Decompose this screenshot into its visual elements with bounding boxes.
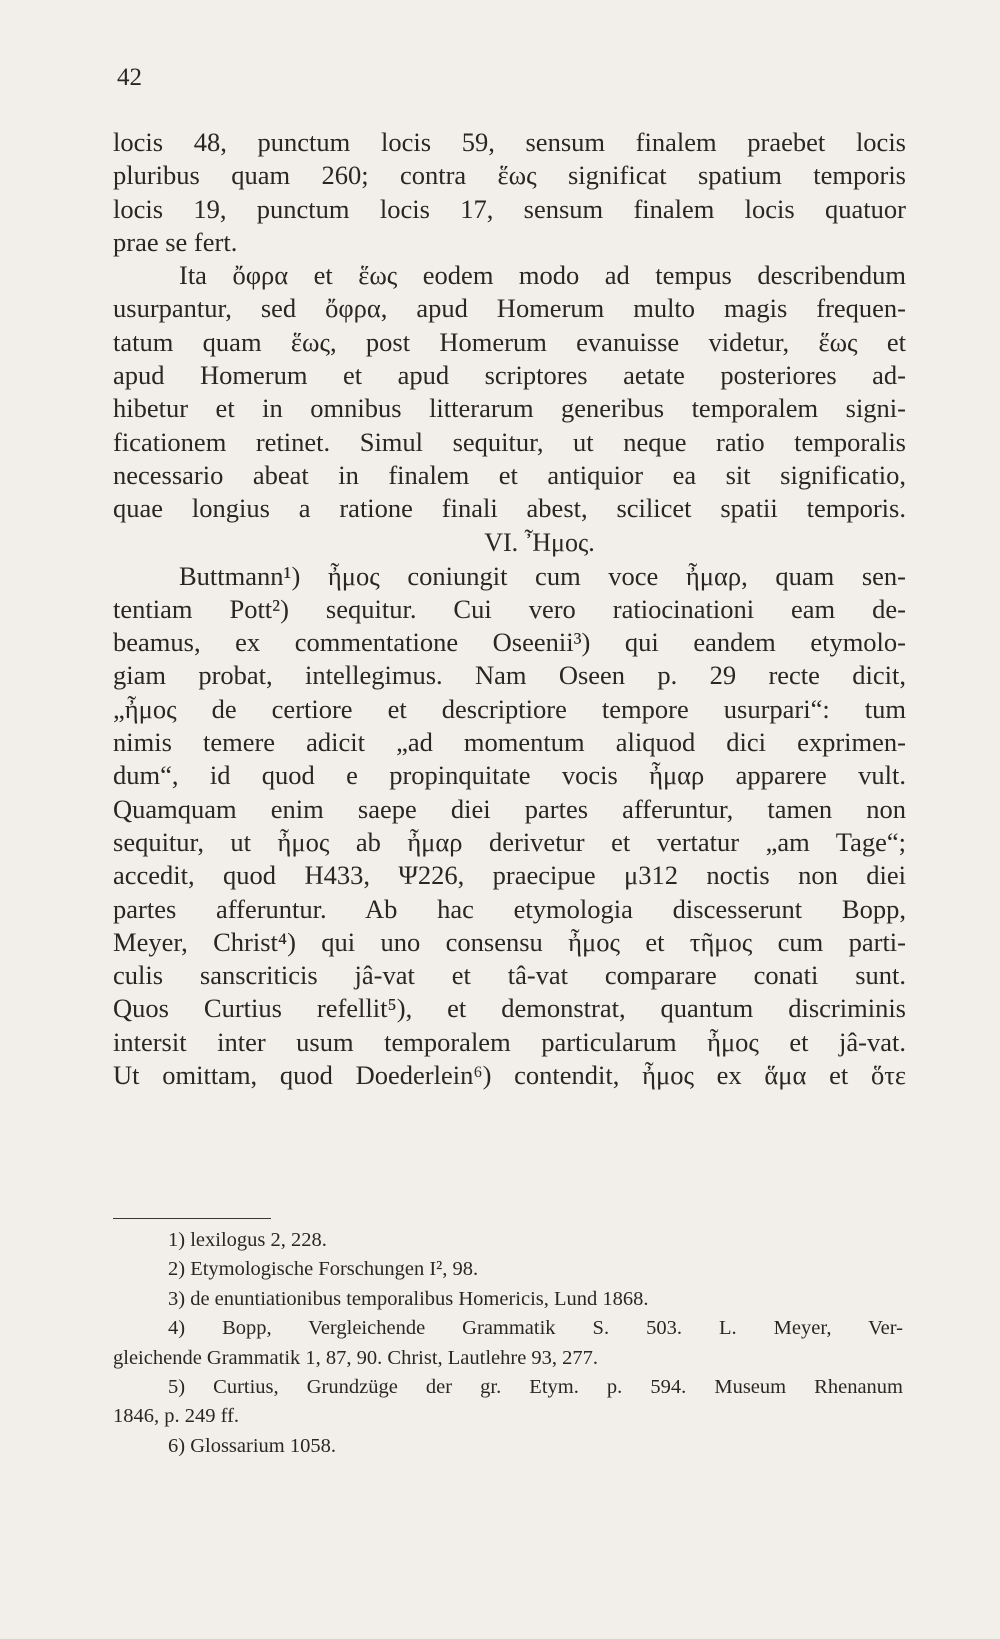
footnote-line: 5) Curtius, Grundzüge der gr. Etym. p. 594. Museum Rhenanum: [168, 1375, 903, 1398]
footnote-line: 4) Bopp, Vergleichende Grammatik S. 503. L. Meyer, Ver-: [168, 1317, 903, 1340]
text-line: Quamquam enim saepe diei partes afferuntur, tamen non: [113, 793, 906, 824]
text-line: hibetur et in omnibus litterarum generibus temporalem signi-: [113, 393, 906, 424]
text-line: intersit inter usum temporalem particularum ἦμος et jâ-vat.: [113, 1026, 906, 1057]
footnotes: [113, 1226, 903, 1461]
main-text: [113, 126, 906, 1092]
footnote-line: 6) Glossarium 1058.: [168, 1434, 336, 1457]
text-line: partes afferuntur. Ab hac etymologia discesserunt Bopp,: [113, 893, 906, 924]
text-line: Quos Curtius refellit⁵), et demonstrat, quantum discriminis: [113, 993, 906, 1024]
text-line: locis 19, punctum locis 17, sensum finalem locis quatuor: [113, 193, 906, 224]
text-line: nimis temere adicit „ad momentum aliquod dici exprimen-: [113, 727, 906, 758]
text-line: usurpantur, sed ὄφρα, apud Homerum multo magis frequen-: [113, 293, 906, 324]
text-line: Ita ὄφρα et ἕως eodem modo ad tempus describendum: [179, 260, 906, 291]
text-line: sequitur, ut ἦμος ab ἦμαρ derivetur et vertatur „am Tage“;: [113, 826, 906, 857]
text-line: culis sanscriticis jâ-vat et tâ-vat comparare conati sunt.: [113, 960, 906, 991]
text-line: Meyer, Christ⁴) qui uno consensu ἦμος et τῆμος cum parti-: [113, 926, 906, 957]
footnote-line: 1) lexilogus 2, 228.: [168, 1229, 327, 1251]
footnote-line: 3) de enuntiationibus temporalibus Homericis, Lund 1868.: [168, 1287, 649, 1310]
text-line: quae longius a ratione finali abest, scilicet spatii temporis.: [113, 493, 906, 524]
section-heading: VI. Ἦμος.: [484, 527, 595, 557]
text-line: tatum quam ἕως, post Homerum evanuisse videtur, ἕως et: [113, 326, 906, 357]
text-line: Buttmann¹) ἦμος coniungit cum voce ἦμαρ, quam sen-: [179, 560, 906, 591]
footnote-line: 1846, p. 249 ff.: [113, 1405, 240, 1428]
text-line: giam probat, intellegimus. Nam Oseen p. 29 recte dicit,: [113, 660, 906, 691]
text-line: Ut omittam, quod Doederlein⁶) contendit, ἦμος ex ἅμα et ὅτε: [113, 1060, 906, 1091]
page-number: 42: [117, 64, 142, 91]
text-line: apud Homerum et apud scriptores aetate posteriores ad-: [113, 360, 906, 391]
footnote-divider: [113, 1218, 271, 1219]
text-line: pluribus quam 260; contra ἕως significat spatium temporis: [113, 160, 906, 191]
text-line: beamus, ex commentatione Oseenii³) qui eandem etymolo-: [113, 627, 906, 658]
text-line: locis 48, punctum locis 59, sensum finalem praebet locis: [113, 127, 906, 157]
text-line: necessario abeat in finalem et antiquior ea sit significatio,: [113, 459, 906, 490]
footnote-line: 2) Etymologische Forschungen I², 98.: [168, 1258, 479, 1281]
text-line: prae se fert.: [113, 226, 238, 257]
footnote-line: gleichende Grammatik 1, 87, 90. Christ, Lautlehre 93, 277.: [113, 1346, 599, 1369]
text-line: accedit, quod Η433, Ψ226, praecipue μ312 noctis non diei: [113, 860, 906, 891]
text-line: „ἦμος de certiore et descriptiore tempore usurpari“: tum: [113, 693, 906, 724]
text-line: ficationem retinet. Simul sequitur, ut neque ratio temporalis: [113, 426, 906, 457]
text-line: dum“, id quod e propinquitate vocis ἦμαρ apparere vult.: [113, 760, 906, 791]
text-line: tentiam Pott²) sequitur. Cui vero ratiocinationi eam de-: [113, 593, 906, 624]
